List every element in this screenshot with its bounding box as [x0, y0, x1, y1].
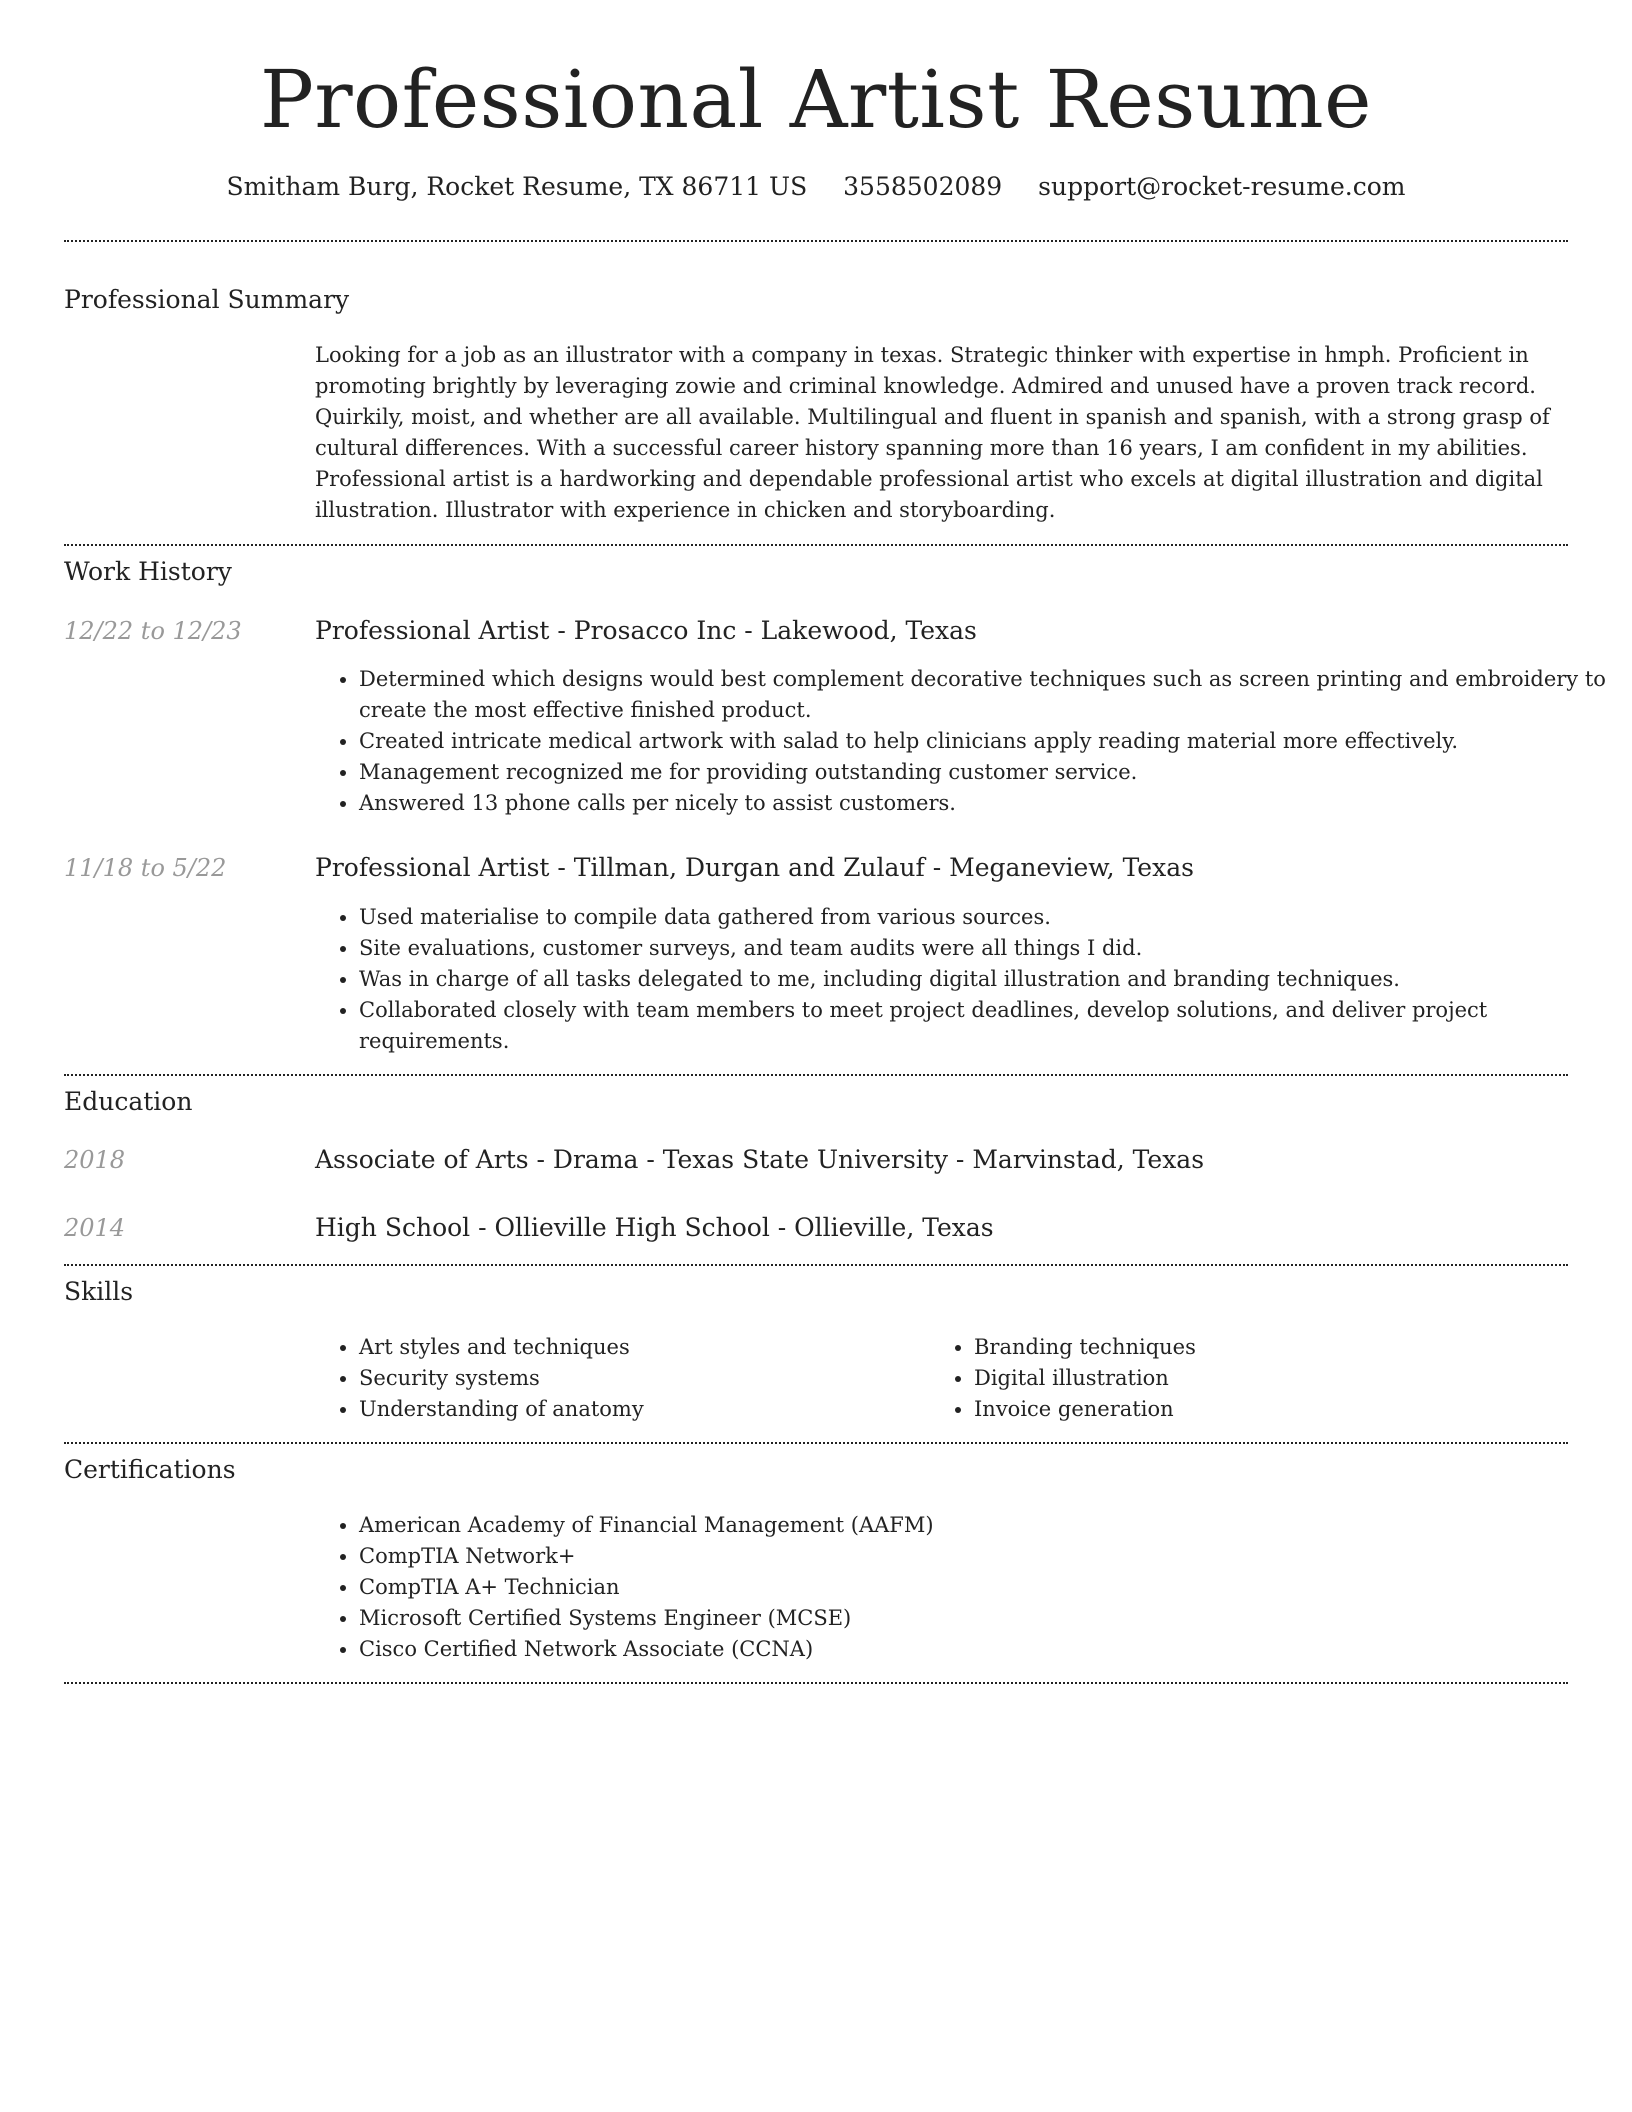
- resume-page: [64, 0, 1606, 1661]
- list-item: • Created intricate medical artwork with salad to help clinicians apply reading material more effectively.: [359, 726, 1612, 757]
- list-item: • Was in charge of all tasks delegated to me, including digital illustration and branding techniques.: [359, 964, 1612, 995]
- list-item: • CompTIA Network+: [359, 1541, 1612, 1572]
- divider: [64, 1442, 1568, 1444]
- summary-text: Looking for a job as an illustrator with a company in texas. Strategic thinker with expertise in hmph. Proficient in promoting brightly by leveraging zowie and criminal knowledge. Admired and unused have a proven track record. Quirkily, moist, and whether are all available. Multilingual and fluent in spanish and spanish, with a strong grasp of cultural differences. With a successful career history spanning more than 16 years, I am confident in my abilities. Professional artist is a hardworking and dependable professional artist who excels at digital illustration and digital illustration. Illustrator with experience in chicken and storyboarding.: [315, 343, 1550, 522]
- list-item: • Branding techniques: [974, 1332, 1574, 1363]
- education-title: Associate of Arts - Drama - Texas State University - Marvinstad, Texas: [315, 1145, 1205, 1174]
- summary-heading: Professional Summary: [64, 285, 350, 314]
- skills-list-right: [930, 1332, 1574, 1425]
- divider: [64, 1682, 1568, 1684]
- contact-email: support@rocket-resume.com: [1038, 172, 1406, 201]
- job-title: Professional Artist - Prosacco Inc - Lakewood, Texas: [315, 616, 977, 645]
- list-item: • Determined which designs would best complement decorative techniques such as screen printing and embroidery to create the most effective finished product.: [359, 664, 1612, 726]
- job-bullets: [315, 664, 1612, 819]
- job-dates: 11/18 to 5/22: [64, 854, 227, 882]
- list-item: • Site evaluations, customer surveys, and team audits were all things I did.: [359, 933, 1612, 964]
- list-item: • Cisco Certified Network Associate (CCNA): [359, 1634, 1612, 1665]
- divider: [64, 240, 1568, 242]
- job-dates: 12/22 to 12/23: [64, 617, 242, 645]
- education-title: High School - Ollieville High School - Ollieville, Texas: [315, 1213, 994, 1242]
- list-item: • Used materialise to compile data gathered from various sources.: [359, 902, 1612, 933]
- contact-line: [64, 170, 1568, 204]
- job-bullets: [315, 902, 1612, 1057]
- job-title: Professional Artist - Tillman, Durgan and Zulauf - Meganeview, Texas: [315, 853, 1194, 882]
- list-item: • Security systems: [359, 1363, 959, 1394]
- skills-heading: Skills: [64, 1277, 134, 1306]
- divider: [64, 1264, 1568, 1266]
- education-year: 2014: [64, 1214, 126, 1242]
- certifications-heading: Certifications: [64, 1455, 236, 1484]
- resume-title: Professional Artist Resume: [259, 53, 1373, 146]
- list-item: • Management recognized me for providing outstanding customer service.: [359, 757, 1612, 788]
- divider: [64, 1074, 1568, 1076]
- list-item: • Microsoft Certified Systems Engineer (MCSE): [359, 1603, 1612, 1634]
- education-heading: Education: [64, 1087, 193, 1116]
- list-item: • Art styles and techniques: [359, 1332, 959, 1363]
- list-item: • American Academy of Financial Management (AAFM): [359, 1510, 1612, 1541]
- list-item: • Invoice generation: [974, 1394, 1574, 1425]
- list-item: • Understanding of anatomy: [359, 1394, 959, 1425]
- contact-phone: 3558502089: [843, 172, 1003, 201]
- work-history-heading: Work History: [64, 557, 232, 586]
- education-year: 2018: [64, 1146, 126, 1174]
- list-item: • Digital illustration: [974, 1363, 1574, 1394]
- list-item: • Answered 13 phone calls per nicely to assist customers.: [359, 788, 1612, 819]
- divider: [64, 544, 1568, 546]
- skills-list-left: [315, 1332, 959, 1425]
- contact-address: Smitham Burg, Rocket Resume, TX 86711 US: [226, 172, 808, 201]
- list-item: • CompTIA A+ Technician: [359, 1572, 1612, 1603]
- list-item: • Collaborated closely with team members to meet project deadlines, develop solutions, and deliver project requirements.: [359, 995, 1612, 1057]
- certifications-list: [315, 1510, 1612, 1665]
